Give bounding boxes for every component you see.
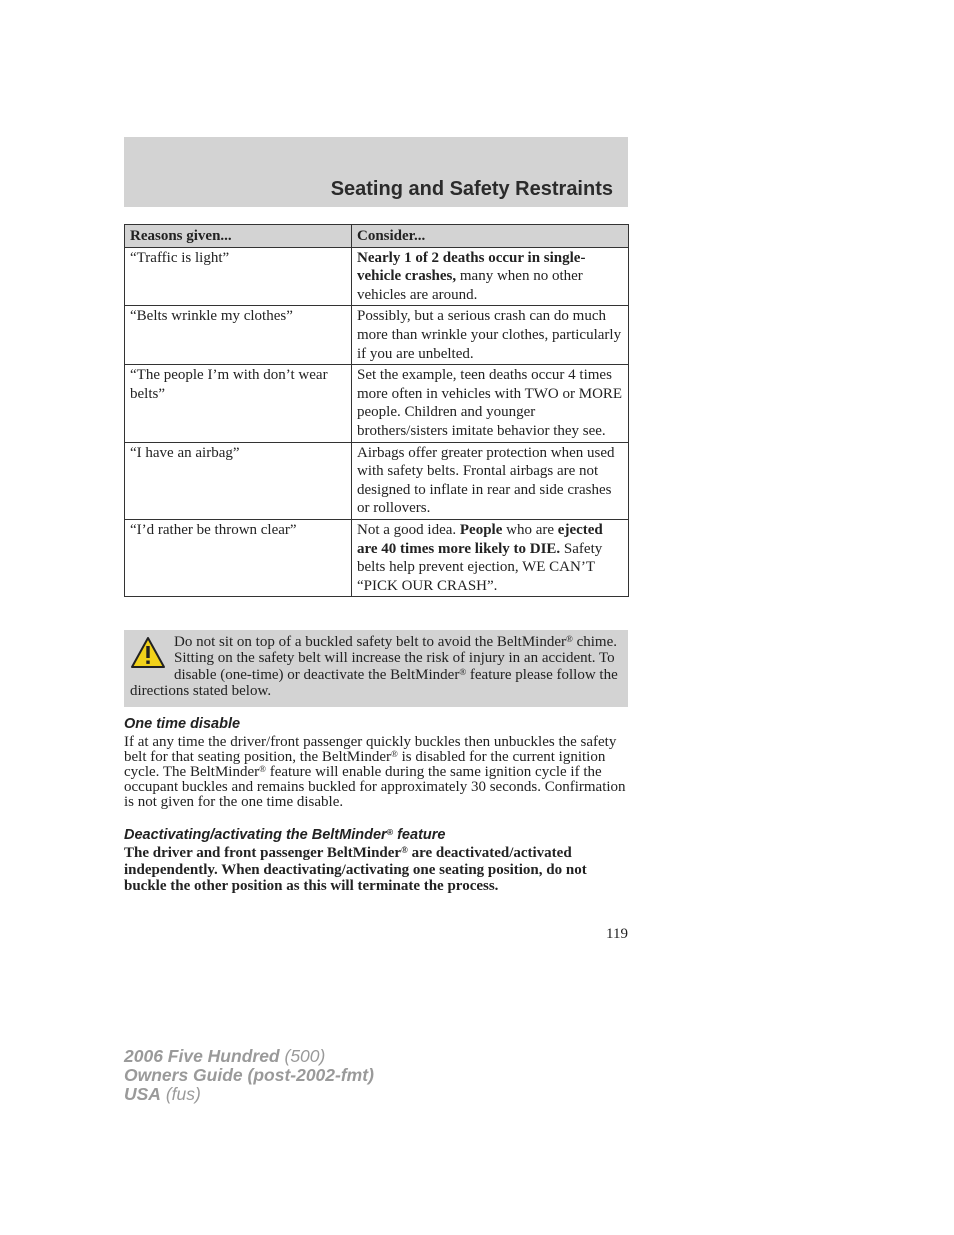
registered-mark: ® [401, 844, 408, 855]
paragraph-text: If at any time the driver/front passenger quickly buckles then unbuckles the safety belt for that seating position, the BeltMinder [124, 734, 617, 765]
footer-market: USA [124, 1084, 161, 1104]
reason-cell: “Traffic is light” [125, 247, 352, 306]
footer-line-guide [124, 1066, 374, 1085]
paragraph-text: The driver and front passenger BeltMinder [124, 845, 402, 861]
warning-triangle-icon [130, 636, 166, 670]
warning-box [124, 630, 628, 707]
consider-cell [352, 247, 629, 306]
consider-cell: Airbags offer greater protection when used with safety belts. Frontal airbags are not designed to inflate in rear and side crashes or rollovers. [352, 442, 629, 519]
registered-mark: ® [259, 763, 266, 774]
warning-text: Do not sit on top of a buckled safety belt to avoid the BeltMinder [174, 634, 567, 650]
reason-cell: “The people I’m with don’t wear belts” [125, 365, 352, 442]
warning-text: feature please follow the directions stated below. [130, 666, 618, 699]
footer-market-code: (fus) [160, 1084, 201, 1104]
paragraph-text: is disabled for the current ignition cycle. The BeltMinder [124, 749, 606, 780]
heading-text: feature [393, 827, 446, 843]
consider-text: many when no other vehicles are around. [357, 268, 583, 303]
consider-text: who are [502, 521, 558, 538]
footer-guide: Owners Guide (post-2002-fmt) [124, 1065, 374, 1085]
deactivating-heading [124, 827, 445, 843]
consider-cell: Possibly, but a serious crash can do much more than wrinkle your clothes, particularly if you are unbelted. [352, 306, 629, 365]
warning-text: chime. Sitting on the safety belt will increase the risk of injury in an accident. To disable (one-time) or deactivate the BeltMinder [174, 634, 618, 683]
registered-mark: ® [459, 666, 467, 677]
table-row [125, 365, 629, 442]
deactivating-paragraph [124, 845, 632, 895]
heading-text: Deactivating/activating the BeltMinder [124, 827, 387, 843]
section-title: Seating and Safety Restraints [330, 178, 613, 200]
consider-emphasis: Nearly 1 of 2 deaths occur in single-vehicle crashes, [357, 249, 586, 285]
one-time-disable-paragraph [124, 735, 632, 810]
column-header-consider: Consider... [352, 225, 629, 248]
page-number: 119 [606, 926, 628, 942]
section-header-band [124, 137, 628, 207]
paragraph-text: feature will enable during the same ignition cycle if the occupant buckles and remains buckled for approximately 30 seconds. Confirmation is not given for the one time disable. [124, 764, 626, 810]
table-row [125, 519, 629, 596]
consider-emphasis: ejected are 40 times more likely to DIE. [357, 521, 603, 557]
reason-cell: “I’d rather be thrown clear” [125, 519, 352, 596]
consider-emphasis: People [459, 521, 503, 538]
registered-mark: ® [386, 827, 394, 838]
table-row [125, 442, 629, 519]
registered-mark: ® [391, 748, 398, 759]
reasons-table [124, 224, 629, 597]
footer-line-market [124, 1085, 374, 1104]
footer-model: 2006 Five Hundred [124, 1046, 280, 1066]
footer-line-model [124, 1047, 374, 1066]
one-time-disable-heading: One time disable [124, 716, 241, 732]
registered-mark: ® [566, 633, 573, 644]
table-header-row [125, 225, 629, 248]
table-row [125, 306, 629, 365]
consider-cell [352, 519, 629, 596]
table-row [125, 247, 629, 306]
footer-model-code: (500) [279, 1046, 326, 1066]
reason-cell: “I have an airbag” [125, 442, 352, 519]
consider-text: Safety belts help prevent ejection, WE CAN’T “PICK OUR CRASH”. [357, 540, 603, 594]
paragraph-text: are deactivated/activated independently. When deactivating/activating one seating position, do not buckle the other position as this will terminate the process. [124, 845, 587, 894]
consider-text: Not a good idea. [357, 521, 460, 538]
reason-cell: “Belts wrinkle my clothes” [125, 306, 352, 365]
column-header-reasons: Reasons given... [125, 225, 352, 248]
consider-cell: Set the example, teen deaths occur 4 times more often in vehicles with TWO or MORE people. Children and younger brothers/sisters imitate behavior they see. [352, 365, 629, 442]
document-footer [124, 1047, 374, 1104]
